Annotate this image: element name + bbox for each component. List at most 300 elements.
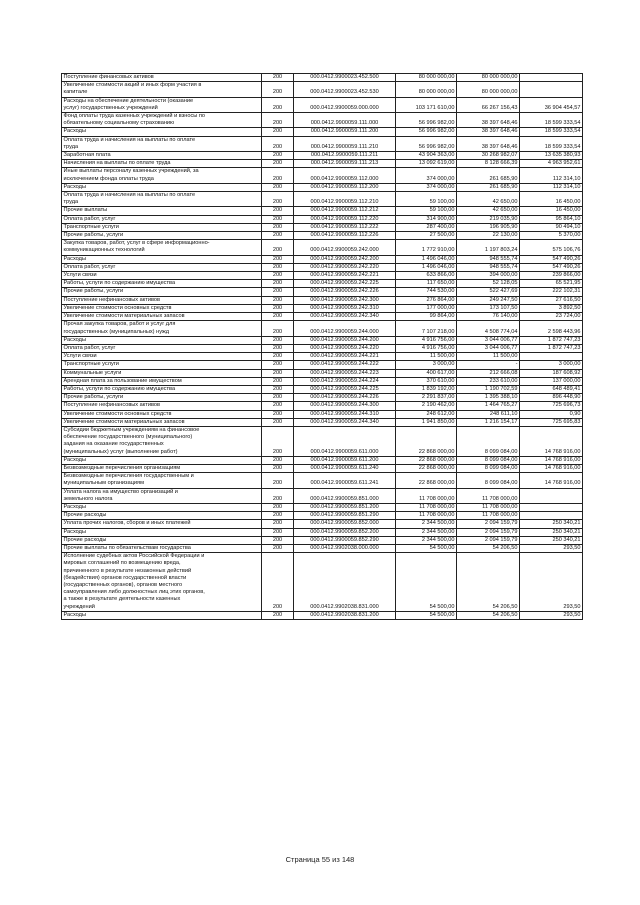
row-classification-code-cell: 000.0412.9900059.112.226 bbox=[294, 232, 396, 240]
row-line-code-cell: 200 bbox=[262, 288, 294, 296]
row-executed-amount-cell: 249 247,50 bbox=[457, 296, 520, 304]
row-executed-amount-cell: 261 685,90 bbox=[457, 183, 520, 191]
row-approved-amount-cell: 1 496 046,00 bbox=[396, 263, 457, 271]
row-name-cell: Работы, услуги по содержанию имущества bbox=[62, 280, 262, 288]
row-unexecuted-amount-cell: 112 314,10 bbox=[520, 183, 583, 191]
row-executed-amount-cell: 261 685,90 bbox=[457, 168, 520, 183]
row-unexecuted-amount-cell: 293,50 bbox=[520, 553, 583, 612]
row-unexecuted-amount-cell: 14 768 916,00 bbox=[520, 473, 583, 488]
row-unexecuted-amount-cell bbox=[520, 512, 583, 520]
row-line-code-cell: 200 bbox=[262, 255, 294, 263]
row-classification-code-cell: 000.0412.9900059.244.224 bbox=[294, 377, 396, 385]
row-classification-code-cell: 000.0412.9900059.244.310 bbox=[294, 410, 396, 418]
row-line-code-cell: 200 bbox=[262, 344, 294, 352]
row-unexecuted-amount-cell: 547 490,26 bbox=[520, 263, 583, 271]
table-row bbox=[62, 426, 583, 456]
row-name-cell: Уплата прочих налогов, сборов и иных платежей bbox=[62, 520, 262, 528]
row-executed-amount-cell: 948 555,74 bbox=[457, 263, 520, 271]
row-executed-amount-cell: 11 708 000,00 bbox=[457, 503, 520, 511]
table-row bbox=[62, 410, 583, 418]
table-row bbox=[62, 304, 583, 312]
table-row bbox=[62, 168, 583, 183]
table-row bbox=[62, 74, 583, 82]
row-approved-amount-cell: 370 610,00 bbox=[396, 377, 457, 385]
row-line-code-cell: 200 bbox=[262, 553, 294, 612]
row-unexecuted-amount-cell: 3 000,00 bbox=[520, 361, 583, 369]
row-name-cell: Увеличение стоимости основных средств bbox=[62, 410, 262, 418]
table-row bbox=[62, 473, 583, 488]
row-approved-amount-cell: 80 000 000,00 bbox=[396, 82, 457, 97]
row-line-code-cell: 200 bbox=[262, 113, 294, 128]
row-name-cell: Транспортные услуги bbox=[62, 223, 262, 231]
row-approved-amount-cell: 2 344 500,00 bbox=[396, 520, 457, 528]
row-line-code-cell: 200 bbox=[262, 160, 294, 168]
row-approved-amount-cell: 248 612,00 bbox=[396, 410, 457, 418]
row-line-code-cell: 200 bbox=[262, 611, 294, 619]
row-approved-amount-cell: 43 904 363,00 bbox=[396, 152, 457, 160]
table-row bbox=[62, 488, 583, 503]
table-row bbox=[62, 272, 583, 280]
row-name-cell: Поступление нефинансовых активов bbox=[62, 296, 262, 304]
row-name-cell: Оплата труда и начисления на выплаты по оплате труда bbox=[62, 136, 262, 151]
row-line-code-cell: 200 bbox=[262, 136, 294, 151]
row-executed-amount-cell: 11 708 000,00 bbox=[457, 488, 520, 503]
row-approved-amount-cell: 314 900,00 bbox=[396, 215, 457, 223]
row-classification-code-cell: 000.0412.9902038.831.000 bbox=[294, 553, 396, 612]
table-row bbox=[62, 136, 583, 151]
table-row bbox=[62, 82, 583, 97]
row-line-code-cell: 200 bbox=[262, 97, 294, 112]
row-approved-amount-cell: 1 839 192,00 bbox=[396, 385, 457, 393]
row-executed-amount-cell: 54 206,50 bbox=[457, 611, 520, 619]
row-classification-code-cell: 000.0412.9900059.851.290 bbox=[294, 512, 396, 520]
row-name-cell: Иные выплаты персоналу казенных учреждений, за исключением фонда оплаты труда bbox=[62, 168, 262, 183]
row-line-code-cell: 200 bbox=[262, 528, 294, 536]
table-row bbox=[62, 464, 583, 472]
table-row bbox=[62, 280, 583, 288]
table-row bbox=[62, 113, 583, 128]
row-line-code-cell: 200 bbox=[262, 385, 294, 393]
row-line-code-cell: 200 bbox=[262, 128, 294, 136]
row-unexecuted-amount-cell: 95 864,10 bbox=[520, 215, 583, 223]
row-approved-amount-cell: 54 500,00 bbox=[396, 611, 457, 619]
row-unexecuted-amount-cell: 725 695,83 bbox=[520, 418, 583, 426]
table-row bbox=[62, 232, 583, 240]
table-row bbox=[62, 611, 583, 619]
row-approved-amount-cell: 2 344 500,00 bbox=[396, 528, 457, 536]
row-unexecuted-amount-cell: 112 314,10 bbox=[520, 168, 583, 183]
row-unexecuted-amount-cell: 14 768 916,00 bbox=[520, 426, 583, 456]
row-classification-code-cell: 000.0412.9900059.244.226 bbox=[294, 394, 396, 402]
row-name-cell: Расходы bbox=[62, 336, 262, 344]
row-classification-code-cell: 000.0412.9900059.611.240 bbox=[294, 464, 396, 472]
row-unexecuted-amount-cell: 18 599 333,54 bbox=[520, 136, 583, 151]
row-classification-code-cell: 000.0412.9900059.111.000 bbox=[294, 113, 396, 128]
row-line-code-cell: 200 bbox=[262, 280, 294, 288]
row-name-cell: Безвозмездные перечисления государственным и муниципальным организациям bbox=[62, 473, 262, 488]
row-approved-amount-cell: 3 000,00 bbox=[396, 361, 457, 369]
row-name-cell: Оплата работ, услуг bbox=[62, 215, 262, 223]
row-classification-code-cell: 000.0412.9900059.242.300 bbox=[294, 296, 396, 304]
row-name-cell: Расходы bbox=[62, 456, 262, 464]
row-classification-code-cell: 000.0412.9900059.852.200 bbox=[294, 528, 396, 536]
row-name-cell: Арендная плата за пользование имуществом bbox=[62, 377, 262, 385]
row-name-cell: Увеличение стоимости материальных запасов bbox=[62, 313, 262, 321]
row-executed-amount-cell: 38 397 648,46 bbox=[457, 128, 520, 136]
row-name-cell: Расходы bbox=[62, 255, 262, 263]
row-classification-code-cell: 000.0412.9900059.112.220 bbox=[294, 215, 396, 223]
table-row bbox=[62, 192, 583, 207]
row-executed-amount-cell: 173 107,50 bbox=[457, 304, 520, 312]
row-classification-code-cell: 000.0412.9900059.611.241 bbox=[294, 473, 396, 488]
row-name-cell: Увеличение стоимости основных средств bbox=[62, 304, 262, 312]
row-approved-amount-cell: 56 996 982,00 bbox=[396, 128, 457, 136]
row-unexecuted-amount-cell: 2 598 443,96 bbox=[520, 321, 583, 336]
row-line-code-cell: 200 bbox=[262, 377, 294, 385]
table-row bbox=[62, 263, 583, 271]
row-classification-code-cell: 000.0412.9900059.242.225 bbox=[294, 280, 396, 288]
report-sheet bbox=[61, 73, 582, 620]
table-row bbox=[62, 385, 583, 393]
row-classification-code-cell: 000.0412.9900059.112.222 bbox=[294, 223, 396, 231]
row-approved-amount-cell: 117 650,00 bbox=[396, 280, 457, 288]
row-executed-amount-cell: 42 650,00 bbox=[457, 192, 520, 207]
row-classification-code-cell: 000.0412.9900059.244.225 bbox=[294, 385, 396, 393]
row-name-cell: Поступление нефинансовых активов bbox=[62, 402, 262, 410]
table-row bbox=[62, 361, 583, 369]
row-approved-amount-cell: 56 996 982,00 bbox=[396, 136, 457, 151]
row-line-code-cell: 200 bbox=[262, 410, 294, 418]
table-row bbox=[62, 544, 583, 552]
table-row bbox=[62, 223, 583, 231]
row-executed-amount-cell: 80 000 000,00 bbox=[457, 74, 520, 82]
row-classification-code-cell: 000.0412.9900059.611.200 bbox=[294, 456, 396, 464]
row-name-cell: Субсидии бюджетным учреждениям на финансовое обеспечение государственного (муниципального) задания на оказание государственных (муниципальных) услуг (выполнение работ) bbox=[62, 426, 262, 456]
row-executed-amount-cell: 66 267 156,43 bbox=[457, 97, 520, 112]
row-classification-code-cell: 000.0412.9900059.852.000 bbox=[294, 520, 396, 528]
row-name-cell: Прочие работы, услуги bbox=[62, 288, 262, 296]
row-executed-amount-cell: 1 395 388,10 bbox=[457, 394, 520, 402]
row-line-code-cell: 200 bbox=[262, 353, 294, 361]
row-line-code-cell: 200 bbox=[262, 544, 294, 552]
row-executed-amount-cell: 3 044 006,77 bbox=[457, 344, 520, 352]
row-unexecuted-amount-cell: 648 489,41 bbox=[520, 385, 583, 393]
row-unexecuted-amount-cell: 23 724,00 bbox=[520, 313, 583, 321]
row-classification-code-cell: 000.0412.9900059.111.200 bbox=[294, 128, 396, 136]
table-row bbox=[62, 160, 583, 168]
row-classification-code-cell: 000.0412.9900023.452.500 bbox=[294, 74, 396, 82]
row-executed-amount-cell: 8 128 666,39 bbox=[457, 160, 520, 168]
row-unexecuted-amount-cell: 65 521,95 bbox=[520, 280, 583, 288]
row-name-cell: Работы, услуги по содержанию имущества bbox=[62, 385, 262, 393]
table-row bbox=[62, 353, 583, 361]
row-classification-code-cell: 000.0412.9900059.112.200 bbox=[294, 183, 396, 191]
row-approved-amount-cell: 1 496 046,00 bbox=[396, 255, 457, 263]
table-row bbox=[62, 553, 583, 612]
row-name-cell: Расходы bbox=[62, 528, 262, 536]
table-row bbox=[62, 344, 583, 352]
row-executed-amount-cell: 52 128,05 bbox=[457, 280, 520, 288]
row-approved-amount-cell: 1 772 910,00 bbox=[396, 240, 457, 255]
row-line-code-cell: 200 bbox=[262, 296, 294, 304]
row-classification-code-cell: 000.0412.9900059.851.000 bbox=[294, 488, 396, 503]
row-name-cell: Расходы bbox=[62, 128, 262, 136]
row-name-cell: Прочие выплаты bbox=[62, 207, 262, 215]
row-executed-amount-cell: 54 206,50 bbox=[457, 544, 520, 552]
row-approved-amount-cell: 59 100,00 bbox=[396, 207, 457, 215]
row-unexecuted-amount-cell: 16 450,00 bbox=[520, 192, 583, 207]
row-unexecuted-amount-cell: 36 904 454,57 bbox=[520, 97, 583, 112]
row-executed-amount-cell: 8 099 084,00 bbox=[457, 426, 520, 456]
row-classification-code-cell: 000.0412.9900059.242.200 bbox=[294, 255, 396, 263]
row-classification-code-cell: 000.0412.9900059.112.212 bbox=[294, 207, 396, 215]
table-row bbox=[62, 207, 583, 215]
row-approved-amount-cell: 374 000,00 bbox=[396, 168, 457, 183]
row-executed-amount-cell: 2 094 159,79 bbox=[457, 536, 520, 544]
table-row bbox=[62, 369, 583, 377]
row-line-code-cell: 200 bbox=[262, 361, 294, 369]
row-classification-code-cell: 000.0412.9900059.244.221 bbox=[294, 353, 396, 361]
row-line-code-cell: 200 bbox=[262, 418, 294, 426]
row-unexecuted-amount-cell: 222 102,31 bbox=[520, 288, 583, 296]
row-line-code-cell: 200 bbox=[262, 512, 294, 520]
row-name-cell: Прочие работы, услуги bbox=[62, 232, 262, 240]
row-name-cell: Увеличение стоимости материальных запасов bbox=[62, 418, 262, 426]
row-unexecuted-amount-cell: 547 490,26 bbox=[520, 255, 583, 263]
row-unexecuted-amount-cell: 250 340,21 bbox=[520, 528, 583, 536]
row-unexecuted-amount-cell: 4 963 952,61 bbox=[520, 160, 583, 168]
row-executed-amount-cell: 2 094 159,79 bbox=[457, 528, 520, 536]
table-row bbox=[62, 336, 583, 344]
row-classification-code-cell: 000.0412.9900059.112.210 bbox=[294, 192, 396, 207]
row-unexecuted-amount-cell: 27 616,50 bbox=[520, 296, 583, 304]
table-row bbox=[62, 215, 583, 223]
row-name-cell: Закупка товаров, работ, услуг в сфере информационно- коммуникационных технологий bbox=[62, 240, 262, 255]
row-executed-amount-cell: 3 044 006,77 bbox=[457, 336, 520, 344]
row-executed-amount-cell: 212 666,08 bbox=[457, 369, 520, 377]
row-line-code-cell: 200 bbox=[262, 488, 294, 503]
table-row bbox=[62, 152, 583, 160]
row-approved-amount-cell: 22 868 000,00 bbox=[396, 426, 457, 456]
row-name-cell: Расходы bbox=[62, 503, 262, 511]
row-line-code-cell: 200 bbox=[262, 456, 294, 464]
row-unexecuted-amount-cell bbox=[520, 488, 583, 503]
row-approved-amount-cell: 4 916 756,00 bbox=[396, 344, 457, 352]
row-executed-amount-cell: 219 035,90 bbox=[457, 215, 520, 223]
row-line-code-cell: 200 bbox=[262, 394, 294, 402]
row-classification-code-cell: 000.0412.9900059.242.221 bbox=[294, 272, 396, 280]
row-name-cell: Прочие работы, услуги bbox=[62, 394, 262, 402]
row-line-code-cell: 200 bbox=[262, 503, 294, 511]
row-executed-amount-cell: 2 094 159,79 bbox=[457, 520, 520, 528]
row-line-code-cell: 200 bbox=[262, 223, 294, 231]
row-executed-amount-cell: 42 650,00 bbox=[457, 207, 520, 215]
page-number: Страница 55 из 148 bbox=[285, 855, 355, 864]
row-unexecuted-amount-cell: 293,50 bbox=[520, 544, 583, 552]
row-line-code-cell: 200 bbox=[262, 520, 294, 528]
row-line-code-cell: 200 bbox=[262, 536, 294, 544]
table-row bbox=[62, 128, 583, 136]
row-approved-amount-cell: 22 868 000,00 bbox=[396, 473, 457, 488]
row-name-cell: Увеличение стоимости акций и иных форм участия в капитале bbox=[62, 82, 262, 97]
row-executed-amount-cell: 76 140,00 bbox=[457, 313, 520, 321]
row-approved-amount-cell: 374 000,00 bbox=[396, 183, 457, 191]
table-row bbox=[62, 418, 583, 426]
row-executed-amount-cell: 30 268 982,07 bbox=[457, 152, 520, 160]
row-name-cell: Начисления на выплаты по оплате труда bbox=[62, 160, 262, 168]
row-line-code-cell: 200 bbox=[262, 263, 294, 271]
row-executed-amount-cell: 80 000 000,00 bbox=[457, 82, 520, 97]
row-approved-amount-cell: 276 864,00 bbox=[396, 296, 457, 304]
row-line-code-cell: 200 bbox=[262, 232, 294, 240]
row-line-code-cell: 200 bbox=[262, 369, 294, 377]
row-executed-amount-cell: 8 099 084,00 bbox=[457, 464, 520, 472]
row-unexecuted-amount-cell: 13 635 380,93 bbox=[520, 152, 583, 160]
table-row bbox=[62, 456, 583, 464]
row-unexecuted-amount-cell: 1 872 747,23 bbox=[520, 336, 583, 344]
row-unexecuted-amount-cell: 18 599 333,54 bbox=[520, 128, 583, 136]
row-name-cell: Уплата налога на имущество организаций и земельного налога bbox=[62, 488, 262, 503]
row-approved-amount-cell: 177 000,00 bbox=[396, 304, 457, 312]
row-unexecuted-amount-cell: 18 599 333,54 bbox=[520, 113, 583, 128]
row-approved-amount-cell: 27 500,00 bbox=[396, 232, 457, 240]
row-classification-code-cell: 000.0412.9900059.244.220 bbox=[294, 344, 396, 352]
row-classification-code-cell: 000.0412.9900059.852.290 bbox=[294, 536, 396, 544]
row-name-cell: Безвозмездные перечисления организациям bbox=[62, 464, 262, 472]
row-executed-amount-cell: - bbox=[457, 361, 520, 369]
row-line-code-cell: 200 bbox=[262, 207, 294, 215]
table-row bbox=[62, 288, 583, 296]
table-row bbox=[62, 512, 583, 520]
row-approved-amount-cell: 7 107 218,00 bbox=[396, 321, 457, 336]
row-classification-code-cell: 000.0412.9900059.244.200 bbox=[294, 336, 396, 344]
row-unexecuted-amount-cell: 1 872 747,23 bbox=[520, 344, 583, 352]
row-unexecuted-amount-cell: 90 494,10 bbox=[520, 223, 583, 231]
row-executed-amount-cell: 1 464 765,27 bbox=[457, 402, 520, 410]
row-approved-amount-cell: 54 500,00 bbox=[396, 553, 457, 612]
row-executed-amount-cell: 1 197 803,24 bbox=[457, 240, 520, 255]
row-name-cell: Расходы на обеспечение деятельности (оказание услуг) государственных учреждений bbox=[62, 97, 262, 112]
row-unexecuted-amount-cell: 250 340,21 bbox=[520, 520, 583, 528]
row-line-code-cell: 200 bbox=[262, 304, 294, 312]
row-line-code-cell: 200 bbox=[262, 426, 294, 456]
row-approved-amount-cell: 2 190 462,00 bbox=[396, 402, 457, 410]
row-executed-amount-cell: 11 500,00 bbox=[457, 353, 520, 361]
table-row bbox=[62, 377, 583, 385]
row-line-code-cell: 200 bbox=[262, 215, 294, 223]
row-line-code-cell: 200 bbox=[262, 402, 294, 410]
row-unexecuted-amount-cell: 16 450,00 bbox=[520, 207, 583, 215]
row-name-cell: Прочая закупка товаров, работ и услуг для государственных (муниципальных) нужд bbox=[62, 321, 262, 336]
row-name-cell: Расходы bbox=[62, 183, 262, 191]
row-unexecuted-amount-cell: 896 448,90 bbox=[520, 394, 583, 402]
row-unexecuted-amount-cell: 137 000,00 bbox=[520, 377, 583, 385]
row-approved-amount-cell: 2 291 837,00 bbox=[396, 394, 457, 402]
row-unexecuted-amount-cell: 239 866,00 bbox=[520, 272, 583, 280]
budget-execution-table bbox=[61, 73, 583, 620]
row-classification-code-cell: 000.0412.9900059.244.223 bbox=[294, 369, 396, 377]
row-classification-code-cell: 000.0412.9900059.611.000 bbox=[294, 426, 396, 456]
row-classification-code-cell: 000.0412.9900059.242.310 bbox=[294, 304, 396, 312]
row-classification-code-cell: 000.0412.9900059.244.300 bbox=[294, 402, 396, 410]
row-name-cell: Прочие выплаты по обязательствам государства bbox=[62, 544, 262, 552]
table-row bbox=[62, 536, 583, 544]
row-name-cell: Исполнение судебных актов Российской Федерации и мировых соглашений по возмещению вреда, причиненного в результате незаконных действий (бездействия) органов государственной власти (государственных органов), органов местного самоуправления либо должностных лиц этих органов, а также в результате деятельности казенных учреждений bbox=[62, 553, 262, 612]
row-name-cell: Фонд оплаты труда казенных учреждений и взносы по обязательному социальному страхованию bbox=[62, 113, 262, 128]
table-body bbox=[62, 74, 583, 620]
table-row bbox=[62, 394, 583, 402]
table-row bbox=[62, 296, 583, 304]
row-classification-code-cell: 000.0412.9900059.242.340 bbox=[294, 313, 396, 321]
table-row bbox=[62, 255, 583, 263]
row-approved-amount-cell: 99 864,00 bbox=[396, 313, 457, 321]
row-name-cell: Коммунальные услуги bbox=[62, 369, 262, 377]
row-approved-amount-cell: 400 617,00 bbox=[396, 369, 457, 377]
row-name-cell: Транспортные услуги bbox=[62, 361, 262, 369]
row-name-cell: Оплата работ, услуг bbox=[62, 344, 262, 352]
row-name-cell: Услуги связи bbox=[62, 353, 262, 361]
row-name-cell: Услуги связи bbox=[62, 272, 262, 280]
row-approved-amount-cell: 13 092 619,00 bbox=[396, 160, 457, 168]
row-unexecuted-amount-cell: 293,50 bbox=[520, 611, 583, 619]
row-classification-code-cell: 000.0412.9900059.851.200 bbox=[294, 503, 396, 511]
row-executed-amount-cell: 4 508 774,04 bbox=[457, 321, 520, 336]
row-line-code-cell: 200 bbox=[262, 183, 294, 191]
row-executed-amount-cell: 1 190 702,59 bbox=[457, 385, 520, 393]
row-executed-amount-cell: 522 427,69 bbox=[457, 288, 520, 296]
row-line-code-cell: 200 bbox=[262, 272, 294, 280]
row-name-cell: Оплата труда и начисления на выплаты по оплате труда bbox=[62, 192, 262, 207]
row-line-code-cell: 200 bbox=[262, 336, 294, 344]
row-unexecuted-amount-cell: 3 892,50 bbox=[520, 304, 583, 312]
row-approved-amount-cell: 11 708 000,00 bbox=[396, 503, 457, 511]
row-name-cell: Прочие расходы bbox=[62, 512, 262, 520]
row-executed-amount-cell: 38 397 648,46 bbox=[457, 113, 520, 128]
row-executed-amount-cell: 38 397 648,46 bbox=[457, 136, 520, 151]
row-approved-amount-cell: 744 530,00 bbox=[396, 288, 457, 296]
row-classification-code-cell: 000.0412.9900059.111.211 bbox=[294, 152, 396, 160]
row-classification-code-cell: 000.0412.9900059.000.000 bbox=[294, 97, 396, 112]
row-approved-amount-cell: 59 100,00 bbox=[396, 192, 457, 207]
row-unexecuted-amount-cell bbox=[520, 503, 583, 511]
row-line-code-cell: 200 bbox=[262, 464, 294, 472]
row-classification-code-cell: 000.0412.9902038.831.200 bbox=[294, 611, 396, 619]
row-approved-amount-cell: 11 708 000,00 bbox=[396, 488, 457, 503]
row-unexecuted-amount-cell: 575 106,76 bbox=[520, 240, 583, 255]
row-line-code-cell: 200 bbox=[262, 168, 294, 183]
row-line-code-cell: 200 bbox=[262, 313, 294, 321]
row-executed-amount-cell: 54 206,50 bbox=[457, 553, 520, 612]
row-line-code-cell: 200 bbox=[262, 152, 294, 160]
row-unexecuted-amount-cell bbox=[520, 82, 583, 97]
row-executed-amount-cell: 8 099 084,00 bbox=[457, 456, 520, 464]
row-line-code-cell: 200 bbox=[262, 74, 294, 82]
row-unexecuted-amount-cell bbox=[520, 353, 583, 361]
row-approved-amount-cell: 4 916 756,00 bbox=[396, 336, 457, 344]
row-unexecuted-amount-cell: 14 768 916,00 bbox=[520, 456, 583, 464]
row-line-code-cell: 200 bbox=[262, 240, 294, 255]
row-executed-amount-cell: 1 216 154,17 bbox=[457, 418, 520, 426]
table-row bbox=[62, 528, 583, 536]
row-classification-code-cell: 000.0412.9900059.111.210 bbox=[294, 136, 396, 151]
table-row bbox=[62, 402, 583, 410]
row-name-cell: Оплата работ, услуг bbox=[62, 263, 262, 271]
table-row bbox=[62, 520, 583, 528]
row-executed-amount-cell: 248 611,10 bbox=[457, 410, 520, 418]
table-row bbox=[62, 503, 583, 511]
row-approved-amount-cell: 22 868 000,00 bbox=[396, 456, 457, 464]
row-executed-amount-cell: 11 708 000,00 bbox=[457, 512, 520, 520]
